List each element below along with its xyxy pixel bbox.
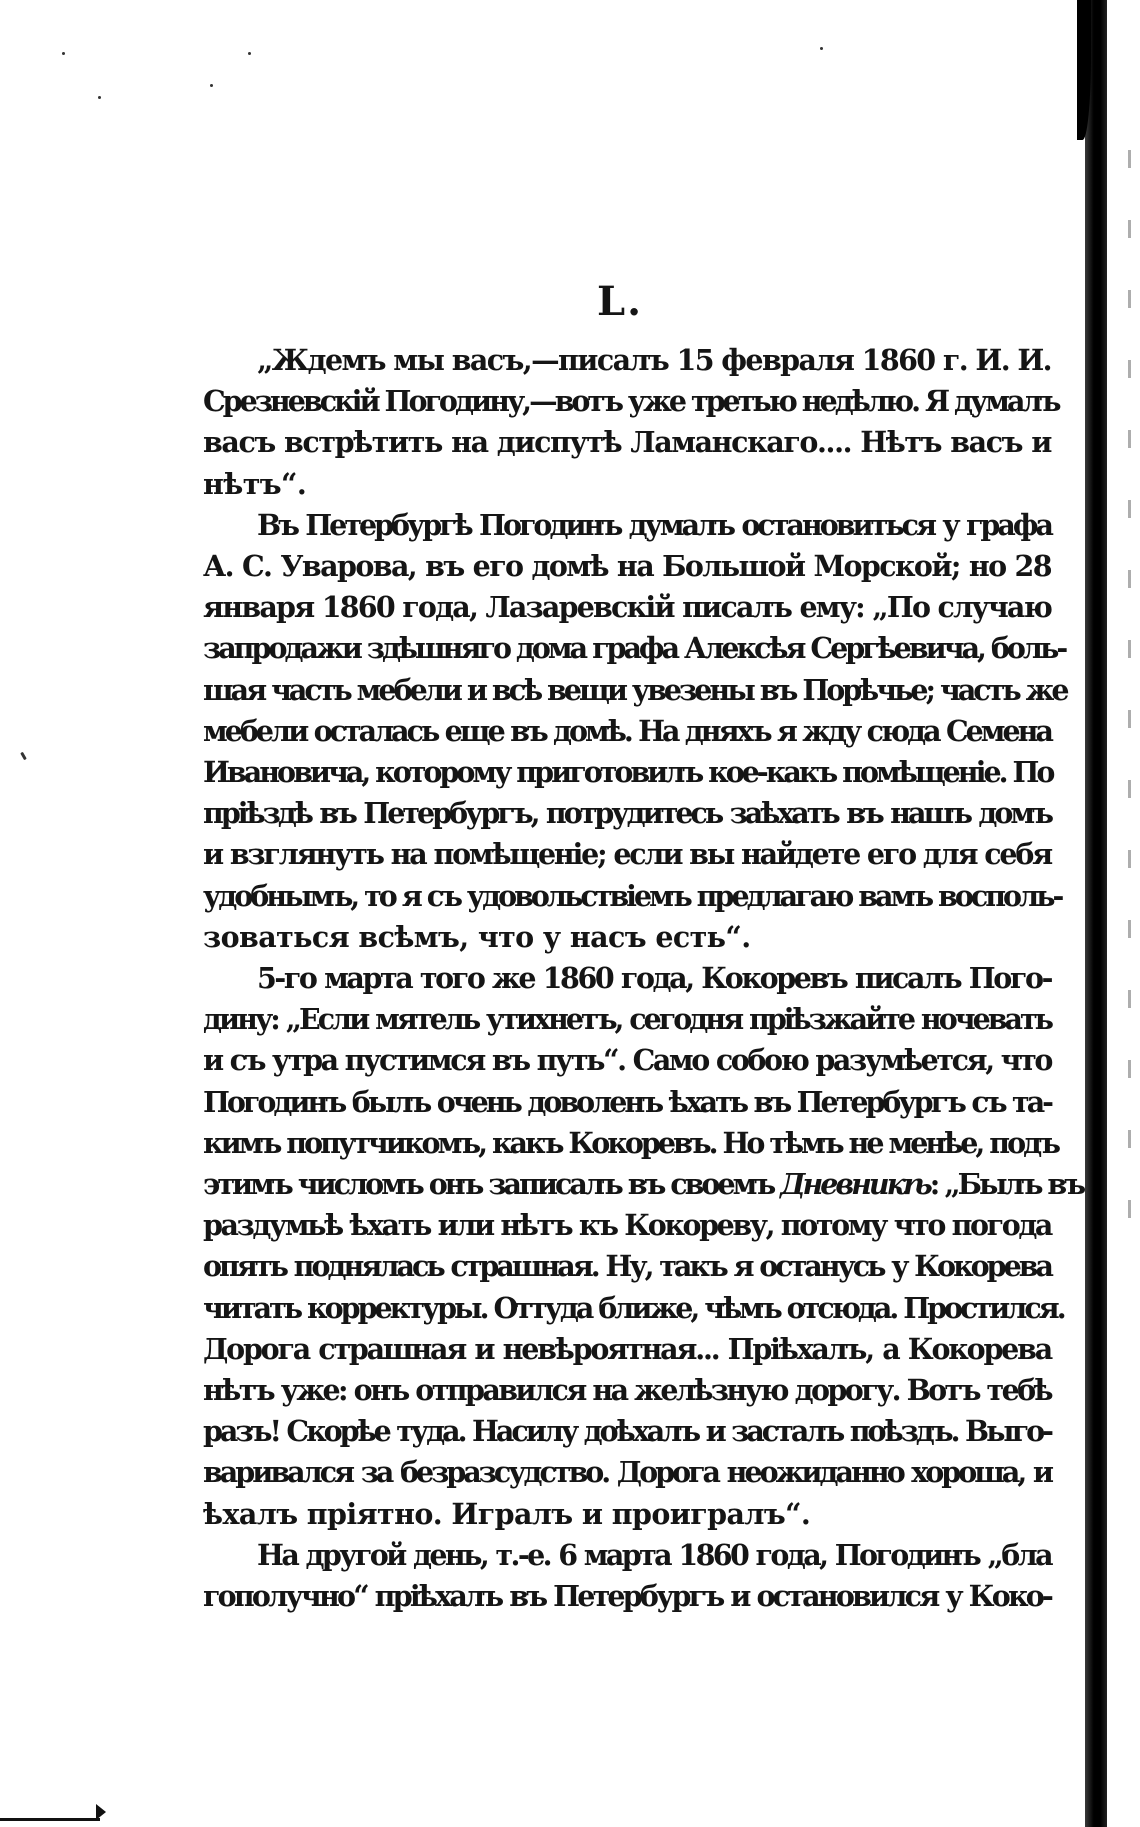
scan-speck (98, 96, 101, 99)
text-line (203, 1329, 1051, 1370)
text-line-content: На другой день, т.-е. 6 марта 1860 года, Погодинъ „бла (257, 1537, 1051, 1572)
text-line (203, 1576, 1051, 1617)
text-line-content: января 1860 года, Лазаревскій писалъ ему: „По случаю (203, 590, 1051, 625)
text-line (203, 464, 1051, 505)
text-line-content: читать корректуры. Оттуда ближе, чѣмъ отсюда. Простился. (203, 1290, 1064, 1325)
text-line (203, 1164, 1084, 1205)
text-line (203, 422, 1051, 463)
scan-corner-mark (0, 1818, 100, 1821)
text-line (203, 876, 1062, 917)
text-line-content: А. С. Уварова, въ его домѣ на Большой Морской; но 28 (203, 549, 1051, 584)
text-line-content: мебели осталась еще въ домѣ. На дняхъ я жду сюда Семена (203, 713, 1051, 748)
page-binding-shadow (1085, 0, 1107, 1827)
text-line (203, 381, 1059, 422)
text-line-content: „Ждемъ мы васъ,—писалъ 15 февраля 1860 г. И. И. (257, 343, 1051, 377)
text-line (203, 628, 1066, 669)
text-line-content: Срезневскій Погодину,—вотъ уже третью недѣлю. Я думалъ (203, 384, 1059, 419)
text-line (203, 587, 1051, 628)
text-line (203, 505, 1051, 546)
chapter-number: L. (596, 278, 644, 325)
text-line (203, 340, 1051, 381)
text-line-content: опять поднялась страшная. Ну, такъ я останусь у Кокорева (203, 1249, 1051, 1284)
text-line-content: зоваться всѣмъ, что у насъ есть“. (203, 919, 751, 954)
text-line-content: Въ Петербургѣ Погодинъ думалъ остановиться у графа (257, 507, 1051, 542)
text-line-content: кимъ попутчикомъ, какъ Кокоревъ. Но тѣмъ не менѣе, подъ (203, 1125, 1058, 1160)
text-line-content: запродажи здѣшняго дома графа Алексѣя Сергѣевича, боль- (203, 631, 1066, 666)
scan-speck (248, 52, 251, 55)
scan-speck (20, 752, 27, 760)
text-line-content: ѣхалъ пріятно. Игралъ и проигралъ“. (203, 1496, 811, 1531)
text-line (203, 670, 1067, 711)
text-line-content: 5-го марта того же 1860 года, Кокоревъ писалъ Пого- (257, 961, 1051, 996)
text-line-content: и взглянуть на помѣщеніе; если вы найдете его для себя (203, 837, 1051, 872)
text-line-content: варивался за безразсудство. Дорога неожиданно хороша, и (203, 1455, 1051, 1490)
text-line-content: васъ встрѣтить на диспутѣ Ламанскаго.... Нѣтъ васъ и (203, 425, 1051, 460)
text-line-content: шая часть мебели и всѣ вещи увезены въ Порѣчье; часть же (203, 672, 1067, 707)
text-line-content: нѣтъ“. (203, 466, 307, 501)
text-line-content: гополучно“ пріѣхалъ въ Петербургъ и остановился у Коко- (203, 1579, 1051, 1614)
text-line (203, 917, 1051, 958)
text-line (203, 1535, 1051, 1576)
text-line (203, 834, 1051, 875)
text-line (203, 1411, 1051, 1452)
scan-speck (820, 47, 823, 50)
text-line-content: этимъ числомъ онъ записалъ въ своемъ (203, 1167, 781, 1202)
text-line-content: дину: „Если мятель утихнетъ, сегодня пріѣзжайте ночевать (203, 1002, 1051, 1037)
italic-title: Дневникѣ (780, 1167, 930, 1202)
text-line (203, 1452, 1051, 1493)
text-line-content: разъ! Скорѣе туда. Насилу доѣхалъ и засталъ поѣздъ. Выго- (203, 1414, 1051, 1449)
text-line-content: Ивановича, которому приготовилъ кое-какъ помѣщеніе. По (203, 755, 1053, 790)
text-line (203, 999, 1051, 1040)
scan-speck (210, 84, 213, 87)
text-line (203, 1288, 1064, 1329)
text-line-content: раздумьѣ ѣхать или нѣтъ къ Кокореву, потому что погода (203, 1208, 1051, 1243)
text-line-continuation: : „Былъ въ (929, 1167, 1084, 1202)
text-line-content: удобнымъ, то я съ удовольствіемъ предлагаю вамъ восполь- (203, 878, 1062, 913)
text-line-content: и съ утра пустимся въ путь“. Само собою разумѣется, что (203, 1043, 1051, 1078)
text-line (203, 1123, 1058, 1164)
scan-speck (62, 52, 65, 55)
text-line (203, 1205, 1051, 1246)
text-line (203, 752, 1051, 793)
body-text (203, 340, 1084, 1617)
text-line-content: пріѣздѣ въ Петербургъ, потрудитесь заѣхать въ нашъ домъ (203, 796, 1051, 831)
text-line-content: нѣтъ уже: онъ отправился на желѣзную дорогу. Вотъ тебѣ (203, 1373, 1051, 1408)
text-line (203, 958, 1051, 999)
text-line (203, 1246, 1051, 1287)
text-line (203, 1082, 1051, 1123)
text-line (203, 1494, 1051, 1535)
text-line (203, 1040, 1051, 1081)
text-line (203, 793, 1051, 834)
text-line-content: Дорога страшная и невѣроятная... Пріѣхалъ, а Кокорева (203, 1331, 1051, 1366)
text-line (203, 546, 1051, 587)
text-line (203, 711, 1051, 752)
text-line-content: Погодинъ былъ очень доволенъ ѣхать въ Петербургъ съ та- (203, 1084, 1051, 1119)
text-line (203, 1370, 1051, 1411)
